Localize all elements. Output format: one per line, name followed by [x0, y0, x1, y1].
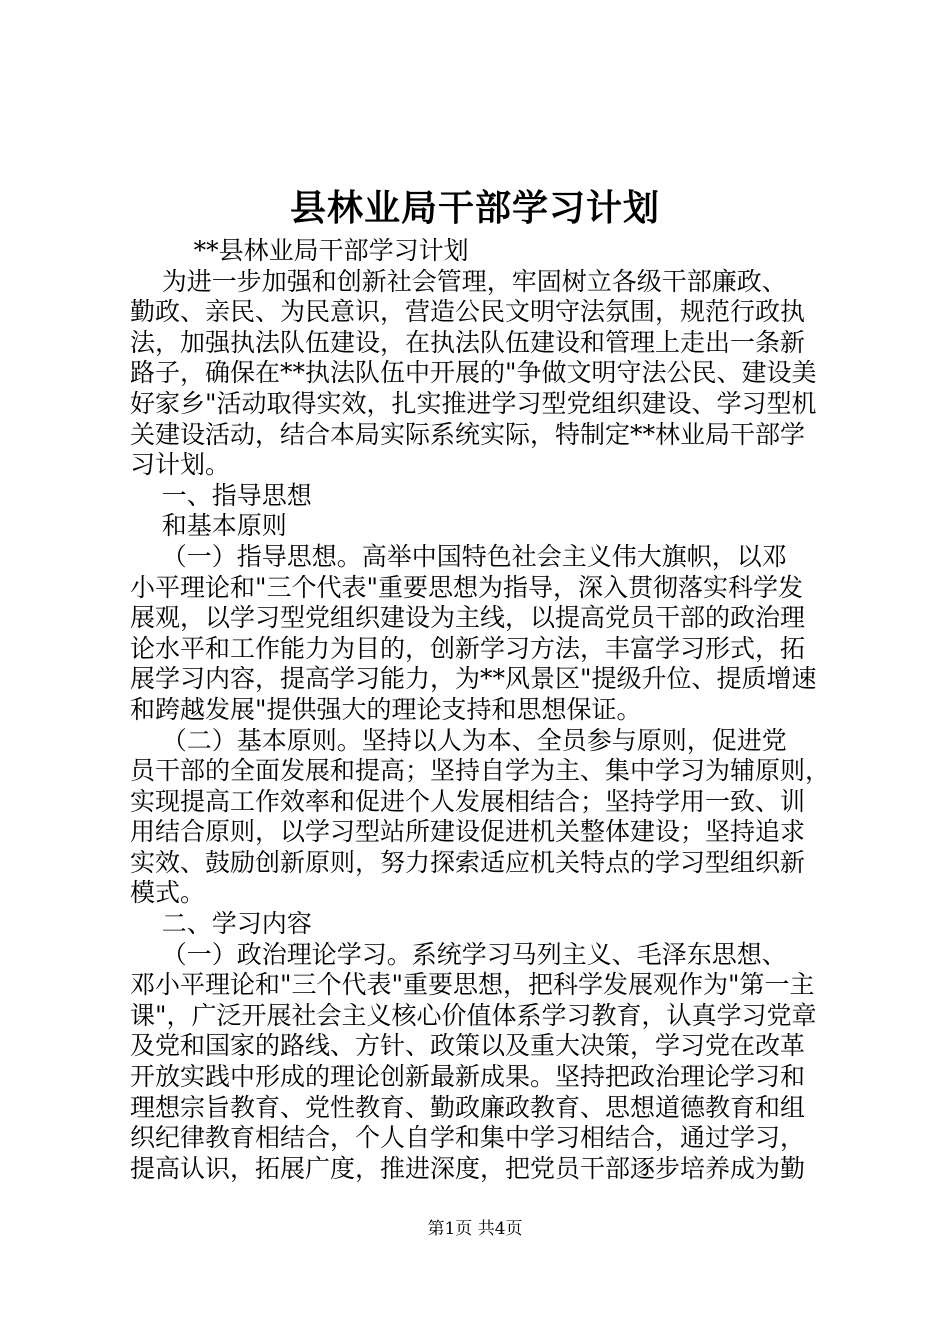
page-footer: 第1页 共4页 — [427, 1219, 523, 1239]
text-line: 习计划。 — [130, 450, 231, 480]
text-line: 提高认识，拓展广度，推进深度，把党员干部逐步培养成为勤 — [130, 1153, 806, 1183]
text-line: 论水平和工作能力为目的，创新学习方法，丰富学习形式，拓 — [130, 633, 806, 663]
text-line: 路子，确保在**执法队伍中开展的"争做文明守法公民、建设美 — [130, 358, 817, 388]
text-line: 和基本原则 — [130, 511, 287, 541]
text-line: 及党和国家的路线、方针、政策以及重大决策，学习党在改革 — [130, 1031, 806, 1061]
text-line: 法，加强执法队伍建设，在执法队伍建设和管理上走出一条新 — [130, 327, 806, 357]
text-line: （一）政治理论学习。系统学习马列主义、毛泽东思想、 — [130, 939, 787, 969]
text-line: 邓小平理论和"三个代表"重要思想，把科学发展观作为"第一主 — [130, 970, 815, 1000]
text-line: 小平理论和"三个代表"重要思想为指导，深入贯彻落实科学发 — [130, 572, 804, 602]
text-line: 模式。 — [130, 878, 206, 908]
text-line: 二、学习内容 — [130, 909, 312, 939]
text-line: 员干部的全面发展和提高；坚持自学为主、集中学习为辅原则， — [130, 756, 831, 786]
text-line: 用结合原则，以学习型站所建设促进机关整体建设；坚持追求 — [130, 817, 806, 847]
text-line: 织纪律教育相结合，个人自学和集中学习相结合，通过学习， — [130, 1123, 806, 1153]
text-line: （二）基本原则。坚持以人为本、全员参与原则，促进党 — [130, 725, 787, 755]
page-title: 县林业局干部学习计划 — [289, 187, 660, 229]
text-line: 勤政、亲民、为民意识，营造公民文明守法氛围，规范行政执 — [130, 297, 806, 327]
text-line: 好家乡"活动取得实效，扎实推进学习型党组织建设、学习型机 — [130, 388, 817, 418]
text-line: **县林业局干部学习计划 — [130, 236, 469, 265]
text-line: 关建设活动，结合本局实际系统实际，特制定**林业局干部学 — [130, 419, 806, 449]
text-line: 一、指导思想 — [130, 480, 312, 510]
text-line: 实效、鼓励创新原则，努力探索适应机关特点的学习型组织新 — [130, 847, 806, 877]
text-line: （一）指导思想。高举中国特色社会主义伟大旗帜，以邓 — [130, 541, 787, 571]
text-line: 开放实践中形成的理论创新最新成果。坚持把政治理论学习和 — [130, 1062, 806, 1092]
text-line: 展学习内容，提高学习能力，为**风景区"提级升位、提质增速 — [130, 664, 817, 694]
text-line: 理想宗旨教育、党性教育、勤政廉政教育、思想道德教育和组 — [130, 1092, 806, 1122]
text-line: 实现提高工作效率和促进个人发展相结合；坚持学用一致、训 — [130, 786, 806, 816]
text-line: 和跨越发展"提供强大的理论支持和思想保证。 — [130, 694, 642, 724]
text-line: 为进一步加强和创新社会管理，牢固树立各级干部廉政、 — [130, 266, 787, 296]
text-line: 课"，广泛开展社会主义核心价值体系学习教育，认真学习党章 — [130, 1000, 817, 1030]
text-line: 展观，以学习型党组织建设为主线，以提高党员干部的政治理 — [130, 603, 806, 633]
document-body — [130, 236, 830, 1184]
